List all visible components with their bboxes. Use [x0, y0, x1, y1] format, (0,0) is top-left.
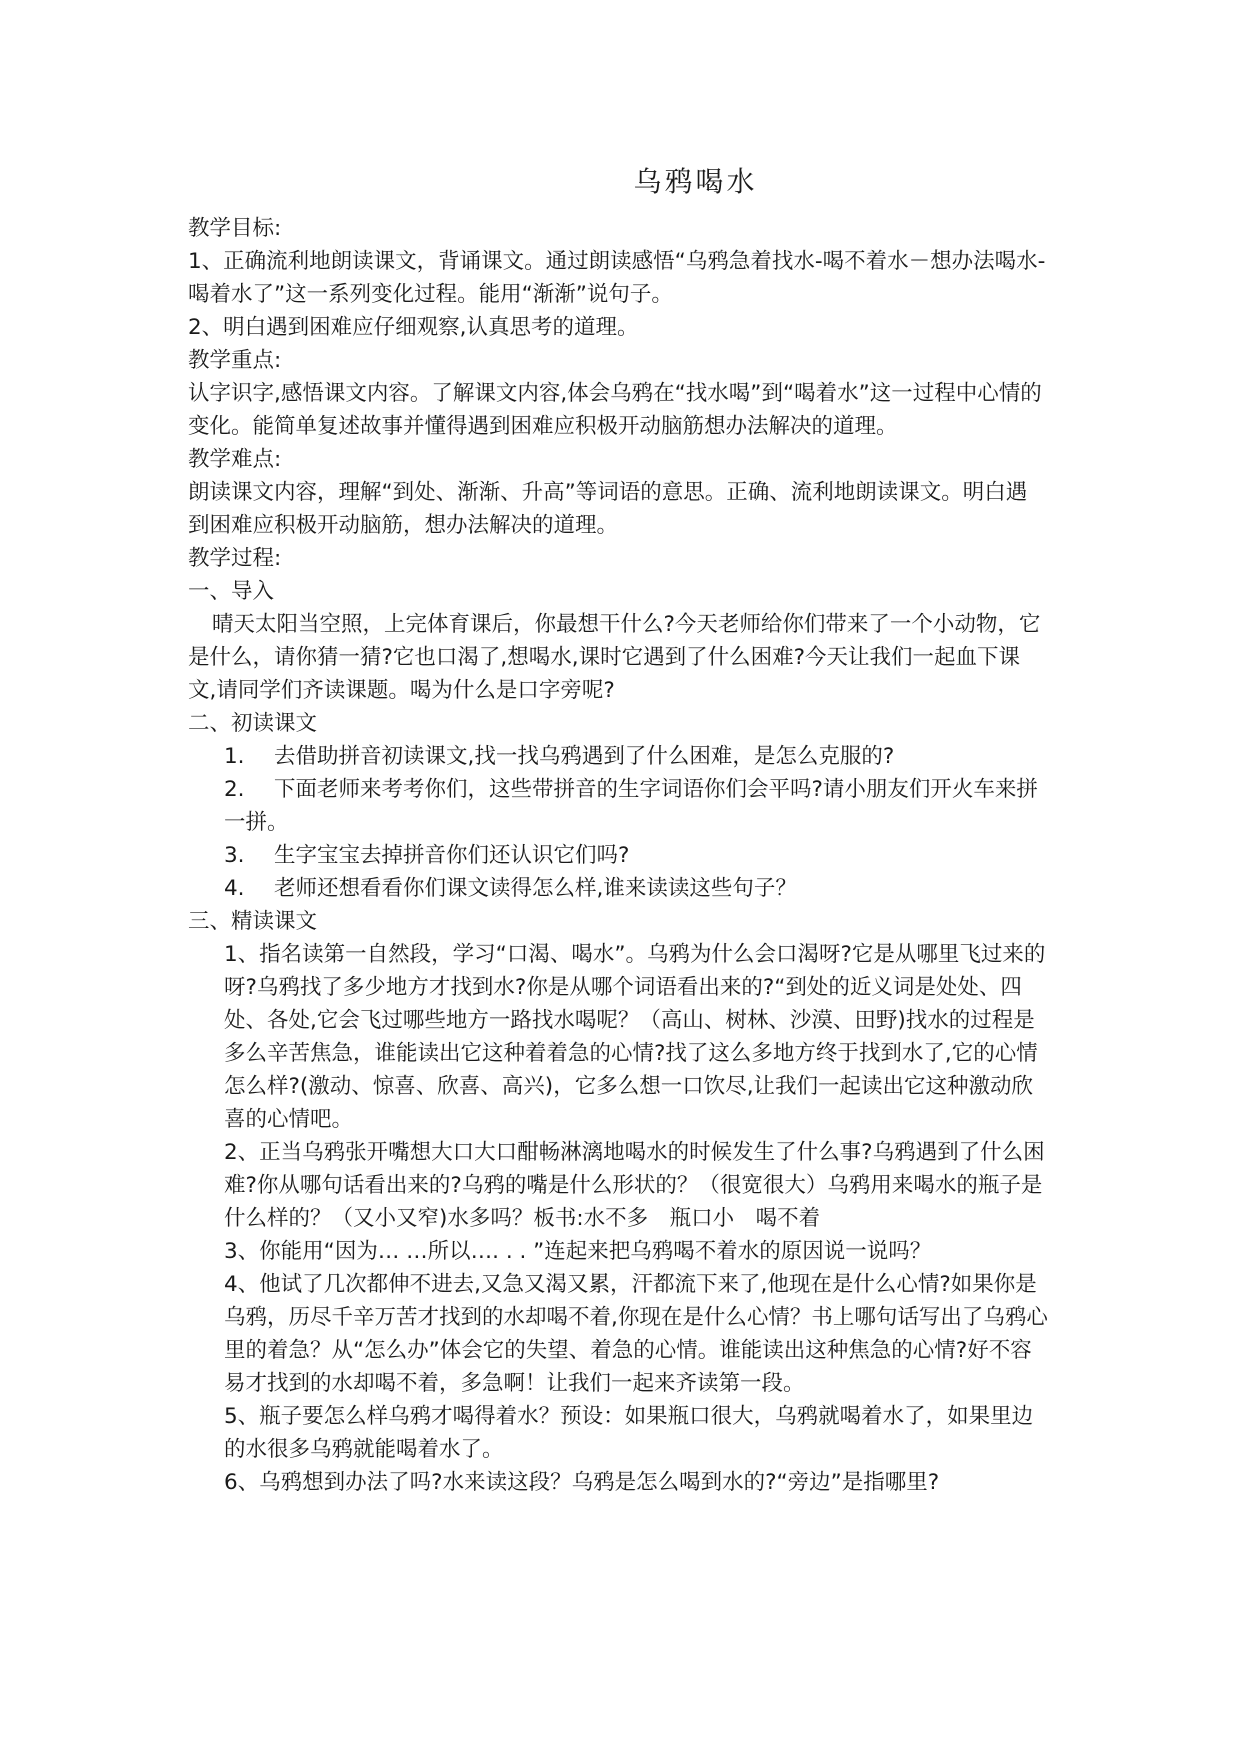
section-heading-first-reading: 二、初读课文 [188, 711, 318, 736]
section-heading-close-reading: 三、精读课文 [188, 909, 318, 934]
difficulties-heading: 教学难点: [188, 447, 282, 472]
objective-item: 2、明白遇到困难应仔细观察,认真思考的道理。 [188, 315, 639, 340]
process-heading: 教学过程: [188, 546, 282, 571]
list-item [188, 872, 1048, 905]
objective-item: 1、正确流利地朗读课文，背诵课文。通过朗读感悟“乌鸦急着找水-喝不着水－想办法喝水-喝着水了”这一系列变化过程。能用“渐渐”说句子。 [188, 249, 1046, 307]
list-text: 生字宝宝去掉拼音你们还认识它们吗? [274, 843, 630, 868]
close-reading-item: 2、正当乌鸦张开嘴想大口大口酣畅淋漓地喝水的时候发生了什么事?乌鸦遇到了什么困难?你从哪句话看出来的?乌鸦的嘴是什么形状的？（很宽很大）乌鸦用来喝水的瓶子是什么样的？（又小又窄)水多吗？板书:水不多 瓶口小 喝不着 [224, 1140, 1045, 1231]
close-reading-item: 5、瓶子要怎么样乌鸦才喝得着水？预设：如果瓶口很大，乌鸦就喝着水了，如果里边的水很多乌鸦就能喝着水了。 [224, 1404, 1034, 1462]
objectives-heading: 教学目标: [188, 216, 282, 241]
list-item [188, 773, 1048, 839]
intro-paragraph: 晴天太阳当空照，上完体育课后，你最想干什么?今天老师给你们带来了一个小动物，它是什么，请你猜一猜?它也口渴了,想喝水,课时它遇到了什么困难?今天让我们一起血下课文,请同学们齐读课题。喝为什么是口字旁呢? [188, 612, 1041, 703]
list-number: 4. [224, 876, 245, 901]
key-points-text: 认字识字,感悟课文内容。了解课文内容,体会乌鸦在“找水喝”到“喝着水”这一过程中心情的变化。能简单复述故事并懂得遇到困难应积极开动脑筋想办法解决的道理。 [188, 381, 1042, 439]
close-reading-item: 3、你能用“因为… …所以…. . . ”连起来把乌鸦喝不着水的原因说一说吗？ [224, 1239, 932, 1264]
difficulties-text: 朗读课文内容，理解“到处、渐渐、升高”等词语的意思。正确、流利地朗读课文。明白遇到困难应积极开动脑筋，想办法解决的道理。 [188, 480, 1028, 538]
close-reading-item: 1、指名读第一自然段，学习“口渴、喝水”。乌鸦为什么会口渴呀?它是从哪里飞过来的呀?乌鸦找了多少地方才找到水?你是从哪个词语看出来的?“到处的近义词是处处、四处、各处,它会飞过哪些地方一路找水喝呢？（高山、树林、沙漠、田野)找水的过程是多么辛苦焦急，谁能读出它这种着着急的心情?找了这么多地方终于找到水了,它的心情怎么样?(激动、惊喜、欣喜、高兴)，它多么想一口饮尽,让我们一起读出它这种激动欣喜的心情吧。 [224, 942, 1046, 1132]
list-text: 去借助拼音初读课文,找一找乌鸦遇到了什么困难，是怎么克服的? [274, 744, 895, 769]
close-reading-item: 6、乌鸦想到办法了吗?水来读这段？乌鸦是怎么喝到水的?“旁边”是指哪里? [224, 1470, 940, 1495]
document-body [188, 212, 1048, 1499]
list-text: 老师还想看看你们课文读得怎么样,谁来读读这些句子？ [274, 876, 797, 901]
list-item [188, 740, 1048, 773]
document-title: 乌鸦喝水 [633, 165, 758, 198]
list-number: 3. [224, 843, 245, 868]
list-number: 2. [224, 777, 245, 802]
key-points-heading: 教学重点: [188, 348, 282, 373]
list-text: 下面老师来考考你们，这些带拼音的生字词语你们会平吗?请小朋友们开火车来拼一拼。 [224, 777, 1038, 835]
close-reading-item: 4、他试了几次都伸不进去,又急又渴又累，汗都流下来了,他现在是什么心情?如果你是乌鸦，历尽千辛万苦才找到的水却喝不着,你现在是什么心情？书上哪句话写出了乌鸦心里的着急？从“怎么办”体会它的失望、着急的心情。谁能读出这种焦急的心情?好不容易才找到的水却喝不着，多急啊！让我们一起来齐读第一段。 [224, 1272, 1048, 1396]
list-number: 1. [224, 744, 245, 769]
section-heading-intro: 一、导入 [188, 579, 275, 604]
list-item [188, 839, 1048, 872]
